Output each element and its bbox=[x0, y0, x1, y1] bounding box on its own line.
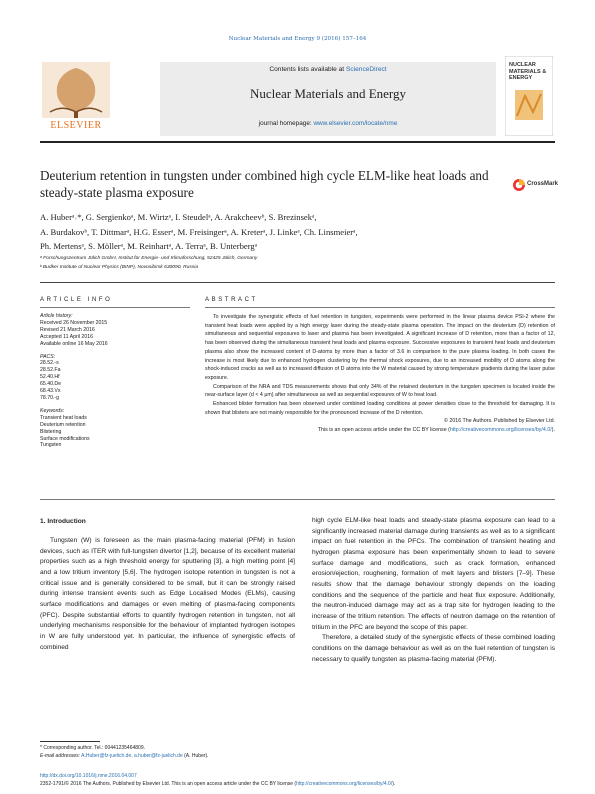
elsevier-logo bbox=[40, 62, 112, 134]
journal-title: Nuclear Materials and Energy bbox=[249, 86, 407, 101]
body-column-left bbox=[40, 536, 295, 653]
homepage-prefix: journal homepage: bbox=[258, 120, 314, 127]
email-suffix: (A. Huber). bbox=[182, 753, 209, 759]
pacs-code: 78.70.-g bbox=[40, 394, 60, 401]
body-paragraph: Tungsten (W) is foreseen as the main plasma-facing material (PFM) in fusion devices, such as ITER with full-tungsten divertor [1,2], because of its excellent material properties such as a high threshold energy for sputtering [3], a high melting point [4] and a low tritium inventory [5,6]. The hydrogen isotope retention in tungsten is not a critical issue and is generally considered to be small, but it can be strongly raised during intense transient events such as Edge Localised Modes (ELMs), causing surface modifications and damages or even melting of plasma-facing components (PFC). Despite substantial efforts to quantify hydrogen retention in tungsten, not all underlying mechanisms responsible for the behaviour of implanted hydrogen isotopes in W are fully understood yet. In particular, the influence of synergistic effects of combined bbox=[40, 537, 295, 651]
authors-line-1[interactable]: A. Huberᵃ˒*, G. Sergienkoᵃ, M. Wirtzᵃ, I. Steudelᵃ, A. Arakcheevᵇ, S. Brezinsekᵃ, bbox=[40, 212, 317, 222]
copyright-line: © 2016 The Authors. Published by Elsevier Ltd. bbox=[444, 418, 555, 425]
email-links[interactable]: A.Huber@fz-juelich.de, a.huber@fz-juelich.de bbox=[81, 753, 183, 759]
cover-title: NUCLEAR MATERIALS & ENERGY bbox=[509, 62, 547, 81]
history-label: Article history: bbox=[40, 313, 73, 319]
keyword: Deuterium retention bbox=[40, 421, 86, 428]
homepage-line bbox=[160, 120, 496, 127]
issn-suffix: ). bbox=[392, 780, 396, 787]
section-rule bbox=[40, 282, 555, 283]
abstract-heading: ABSTRACT bbox=[205, 297, 258, 303]
body-paragraph: high cycle ELM-like heat loads and steady-state plasma exposure can lead to a significantly increased material damage during transients as well as to a significant impact on fuel retention in the PFCs. The combination of transient heating and hydrogen plasma exposure has been experimentally shown to lead to severe surface damage and modifications, such as crack formation, enhanced erosion/ejection, roughening, formation of melt layers and blisters [7–9]. These results show that the damage behaviour strongly depends on the loading conditions and the sequence of the particle and heat flux exposure. Additionally, the neutron-induced damage may act as a trap site for hydrogen leading to the increase of the tritium retention. The effects of neutron damage on the retention of tritium in the PFC are beyond the scope of this paper. bbox=[312, 517, 555, 631]
pacs-code: 52.40.Hf bbox=[40, 374, 60, 381]
author-list bbox=[40, 210, 550, 254]
abstract-paragraph: To investigate the synergistic effects of fuel retention in tungsten, experiments were performed in the linear plasma device PSI-2 where the transient heat loads were applied by a high energy laser during the steady-state plasma operation. The impact on the deuterium (D) retention of simultaneous and sequential exposures to laser and plasma has been investigated. A significant increase of D retention, more than a factor of 12, has been observed during the simultaneous transient heat loads and plasma exposure. Successive exposures to transient heat loads and deuterium plasma also show the increased content of D-atoms by more than a factor of 3.6 in comparison to the pure plasma loading. In both cases the increase is most likely due to enhanced hydrogen clustering by the thermal shock exposures, due to an increased mobility of D atoms along the shock-induced cracks as well as to increased diffusion of D atoms into the W material caused by strong temperature gradients during the laser pulse exposure. bbox=[205, 314, 555, 381]
body-paragraph: Therefore, a detailed study of the synergistic effects of these combined loading conditions on the damage behaviour as well as on the fuel retention of tungsten is necessary to qualify tungsten as plasma-facing material (PFM). bbox=[312, 634, 555, 663]
email-line bbox=[40, 752, 300, 760]
revised-date: Revised 21 March 2016 bbox=[40, 326, 95, 333]
introduction-heading: 1. Introduction bbox=[40, 518, 86, 525]
affiliation-b: ᵇ Budker Institute of Nuclear Physics (BINP), Novosibirsk 630090, Russia bbox=[40, 265, 199, 270]
pacs-code: 65.40.De bbox=[40, 381, 62, 388]
email-label: E-mail addresses: bbox=[40, 753, 81, 759]
crossmark-badge[interactable] bbox=[512, 172, 559, 198]
article-info-column bbox=[40, 313, 190, 449]
accepted-date: Accepted 11 April 2016 bbox=[40, 333, 93, 340]
affiliations bbox=[40, 254, 540, 272]
keywords-label: Keywords: bbox=[40, 407, 65, 414]
issn-license-link[interactable]: http://creativecommons.org/licenses/by/4.0/ bbox=[296, 780, 393, 787]
footnote-rule bbox=[40, 741, 100, 742]
crossmark-label: CrossMark bbox=[527, 181, 559, 187]
authors-line-2[interactable]: A. Burdakovᵇ, T. Dittmarᵃ, H.G. Esserᵃ, M. Freisingerᵃ, A. Kreterᵃ, J. Linkeᵃ, Ch. Linsmeierᵃ, bbox=[40, 226, 358, 237]
issn-prefix: 2352-1791/© 2016 The Authors. Published by Elsevier Ltd. This is an open access article under the CC BY license ( bbox=[40, 780, 297, 787]
license-prefix: This is an open access article under the CC BY license ( bbox=[317, 427, 450, 434]
affiliation-a: ᵃ Forschungszentrum Jülich GmbH, Institut für Energie- und Klimaforschung, 52425 Jülich, Germany bbox=[40, 256, 258, 261]
article-info-heading: ARTICLE INFO bbox=[40, 297, 113, 303]
pacs-label: PACS: bbox=[40, 353, 56, 360]
abstract-rule bbox=[205, 307, 555, 308]
pacs-code: 28.52.-s bbox=[40, 360, 59, 367]
license-line bbox=[205, 426, 555, 435]
footnote bbox=[40, 744, 300, 760]
license-suffix: ). bbox=[551, 427, 555, 434]
header-rule bbox=[40, 141, 555, 143]
journal-homepage-link[interactable]: www.elsevier.com/locate/nme bbox=[313, 120, 398, 127]
online-date: Available online 16 May 2016 bbox=[40, 340, 108, 347]
abstract-paragraph: Comparison of the NRA and TDS measurements shows that only 34% of the retained deuterium in the tungsten specimen is located inside the near-surface layer (d < 4 μm) after simultaneous as well as sequential exposures of W to heat load. bbox=[205, 383, 555, 399]
pacs-code: 28.52.Fa bbox=[40, 367, 61, 374]
sciencedirect-link[interactable]: ScienceDirect bbox=[345, 66, 387, 73]
article-title: Deuterium retention in tungsten under combined high cycle ELM-like heat loads and steady-state plasma exposure bbox=[40, 168, 489, 200]
contents-prefix: Contents lists available at bbox=[269, 66, 346, 73]
received-date: Received 26 November 2015 bbox=[40, 319, 108, 326]
pacs-code: 68.43.Vx bbox=[40, 388, 61, 395]
keyword: Blistering bbox=[40, 428, 62, 435]
journal-cover-thumbnail[interactable] bbox=[505, 56, 553, 136]
license-link[interactable]: http://creativecommons.org/licenses/by/4.0/ bbox=[449, 427, 552, 434]
keyword: Transient heat loads bbox=[40, 414, 87, 421]
contents-line bbox=[160, 66, 496, 73]
abstract-body bbox=[205, 313, 555, 435]
authors-line-3[interactable]: Ph. Mertensᵃ, S. Möllerᵃ, M. Reinhartᵃ, A. Terraᵃ, B. Unterbergᵃ bbox=[40, 241, 258, 251]
abstract-bottom-rule bbox=[40, 499, 555, 500]
corresponding-author: * Corresponding author. Tel.: 00441235464809. bbox=[40, 745, 145, 751]
keyword: Tungsten bbox=[40, 442, 62, 449]
doi-link[interactable]: http://dx.doi.org/10.1016/j.nme.2016.04.007 bbox=[40, 773, 137, 779]
body-column-right bbox=[312, 516, 555, 665]
doi-block bbox=[40, 773, 555, 788]
info-rule bbox=[40, 307, 190, 308]
journal-reference[interactable]: Nuclear Materials and Energy 9 (2016) 157–164 bbox=[228, 36, 367, 42]
publisher-name: ELSEVIER bbox=[50, 120, 102, 131]
abstract-paragraph: Enhanced blister formation has been observed under combined loading conditions at power densities close to the threshold for damaging. It is shown that blisters are not mainly responsible for the pronounced increase of the D retention. bbox=[205, 401, 555, 416]
keyword: Surface modifications bbox=[40, 435, 90, 442]
issn-line bbox=[40, 781, 555, 789]
